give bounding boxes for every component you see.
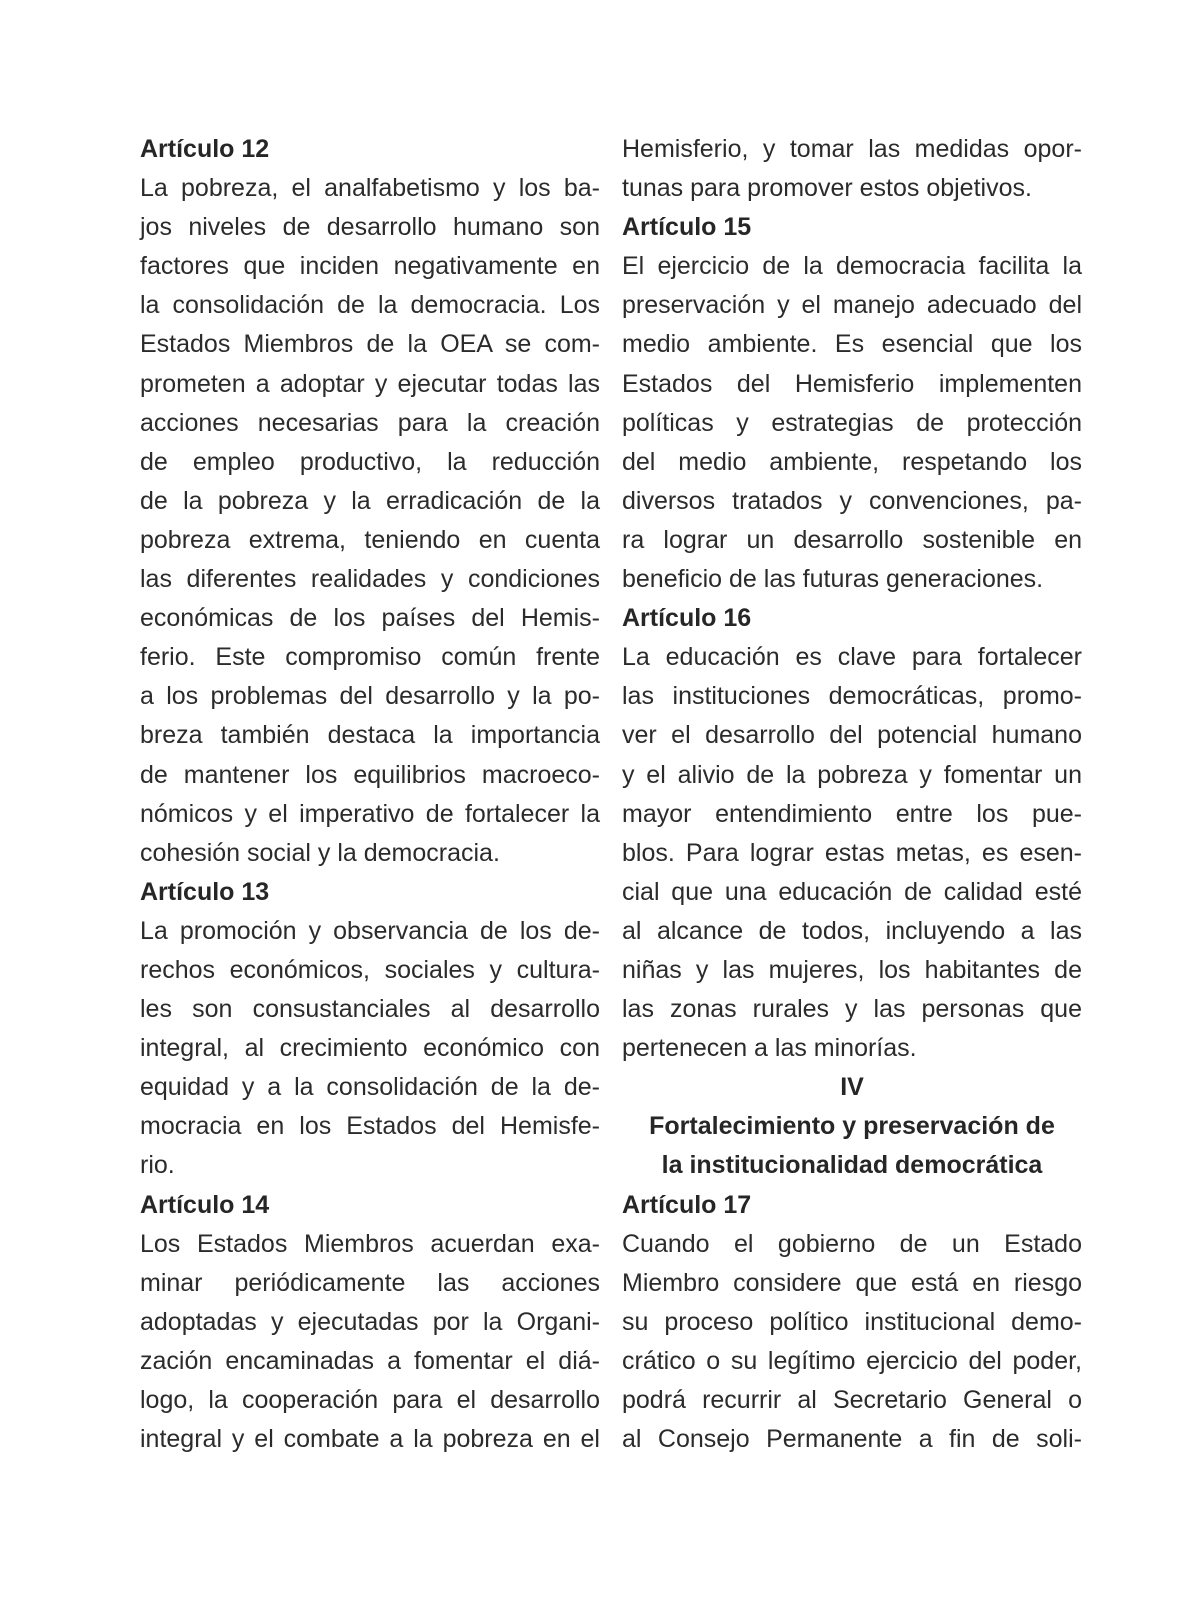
left-column bbox=[140, 130, 600, 1459]
article-16-line: La educación es clave para fortalecer bbox=[622, 643, 1082, 672]
article-14-line: Los Estados Miembros acuerdan exa- bbox=[140, 1229, 600, 1258]
article-17-line: su proceso político institucional demo- bbox=[622, 1307, 1082, 1336]
article-17-heading: Artículo 17 bbox=[622, 1190, 752, 1219]
article-12-line: pobreza extrema, teniendo en cuenta bbox=[140, 525, 600, 554]
article-16-heading: Artículo 16 bbox=[622, 604, 752, 633]
article-12-line: a los problemas del desarrollo y la po- bbox=[140, 682, 600, 711]
article-16-line: al alcance de todos, incluyendo a las bbox=[622, 916, 1082, 945]
article-14-line: adoptadas y ejecutadas por la Organi- bbox=[140, 1307, 600, 1336]
article-12-line: breza también destaca la importancia bbox=[140, 721, 600, 750]
article-12-heading: Artículo 12 bbox=[140, 135, 270, 163]
article-16-line: las instituciones democráticas, promo- bbox=[622, 682, 1082, 711]
article-12-line: acciones necesarias para la creación bbox=[140, 408, 600, 437]
article-12-line: las diferentes realidades y condiciones bbox=[140, 565, 600, 594]
section-title: Fortalecimiento y preservación de bbox=[649, 1112, 1055, 1141]
article-12-line: nómicos y el imperativo de fortalecer la bbox=[140, 799, 600, 828]
article-12-line: de mantener los equilibrios macroeco- bbox=[140, 760, 600, 789]
article-15-line: Estados del Hemisferio implementen bbox=[622, 369, 1082, 398]
article-13-heading: Artículo 13 bbox=[140, 877, 270, 906]
article-16-line: y el alivio de la pobreza y fomentar un bbox=[622, 760, 1082, 789]
article-17-line: Cuando el gobierno de un Estado bbox=[622, 1229, 1082, 1258]
article-13-line: les son consustanciales al desarrollo bbox=[140, 995, 600, 1024]
article-16-line: pertenecen a las minorías. bbox=[622, 1034, 917, 1063]
article-17-line: crático o su legítimo ejercicio del poder, bbox=[622, 1346, 1082, 1375]
article-16-line: niñas y las mujeres, los habitantes de bbox=[622, 955, 1082, 984]
article-12-line: ferio. Este compromiso común frente bbox=[140, 643, 600, 672]
article-13-line: rechos económicos, sociales y cultura- bbox=[140, 955, 600, 984]
article-12-line: Estados Miembros de la OEA se com- bbox=[140, 330, 600, 359]
article-14-line: zación encaminadas a fomentar el diá- bbox=[140, 1346, 600, 1375]
article-17-line: podrá recurrir al Secretario General o bbox=[622, 1386, 1082, 1414]
article-16-line: mayor entendimiento entre los pue- bbox=[622, 799, 1082, 828]
article-16-line: blos. Para lograr estas metas, es esen- bbox=[622, 838, 1082, 867]
article-15-line: del medio ambiente, respetando los bbox=[622, 447, 1082, 476]
article-13-line: mocracia en los Estados del Hemisfe- bbox=[140, 1112, 600, 1141]
article-12-line: cohesión social y la democracia. bbox=[140, 838, 500, 867]
article-17-line: Miembro considere que está en riesgo bbox=[622, 1268, 1082, 1297]
article-17-line: al Consejo Permanente a fin de soli- bbox=[622, 1425, 1082, 1454]
article-15-line: preservación y el manejo adecuado del bbox=[622, 291, 1082, 320]
article-12-line: de empleo productivo, la reducción bbox=[140, 447, 600, 476]
article-15-line: beneficio de las futuras generaciones. bbox=[622, 565, 1044, 594]
article-16-line: cial que una educación de calidad esté bbox=[622, 877, 1082, 906]
article-14-line: logo, la cooperación para el desarrollo bbox=[140, 1386, 600, 1414]
article-15-line: políticas y estrategias de protección bbox=[622, 408, 1082, 437]
article-12-line: jos niveles de desarrollo humano son bbox=[140, 213, 600, 242]
article-13-line: equidad y a la consolidación de la de- bbox=[140, 1073, 600, 1102]
article-14-continued-line: Hemisferio, y tomar las medidas opor- bbox=[622, 135, 1082, 163]
article-12-line: económicas de los países del Hemis- bbox=[140, 604, 600, 633]
right-column bbox=[622, 130, 1082, 1459]
article-15-line: ra lograr un desarrollo sostenible en bbox=[622, 525, 1082, 554]
article-15-line: diversos tratados y convenciones, pa- bbox=[622, 486, 1082, 515]
article-15-line: El ejercicio de la democracia facilita la bbox=[622, 252, 1082, 281]
article-12-line: la consolidación de la democracia. Los bbox=[140, 291, 600, 320]
article-14-continued-line: tunas para promover estos objetivos. bbox=[622, 174, 1032, 203]
article-12-line: prometen a adoptar y ejecutar todas las bbox=[140, 369, 600, 398]
section-number: IV bbox=[840, 1073, 864, 1102]
article-16-line: las zonas rurales y las personas que bbox=[622, 995, 1082, 1024]
section-title: la institucionalidad democrática bbox=[661, 1151, 1043, 1180]
article-12-line: La pobreza, el analfabetismo y los ba- bbox=[140, 174, 600, 203]
article-15-line: medio ambiente. Es esencial que los bbox=[622, 330, 1082, 359]
article-13-line: integral, al crecimiento económico con bbox=[140, 1034, 600, 1063]
article-14-line: minar periódicamente las acciones bbox=[140, 1268, 600, 1297]
article-16-line: ver el desarrollo del potencial humano bbox=[622, 721, 1082, 750]
article-13-line: rio. bbox=[140, 1151, 175, 1180]
article-15-heading: Artículo 15 bbox=[622, 213, 752, 242]
article-12-line: factores que inciden negativamente en bbox=[140, 252, 600, 281]
article-14-heading: Artículo 14 bbox=[140, 1190, 270, 1219]
article-14-line: integral y el combate a la pobreza en el bbox=[140, 1425, 600, 1454]
article-13-line: La promoción y observancia de los de- bbox=[140, 916, 600, 945]
article-12-line: de la pobreza y la erradicación de la bbox=[140, 486, 600, 515]
